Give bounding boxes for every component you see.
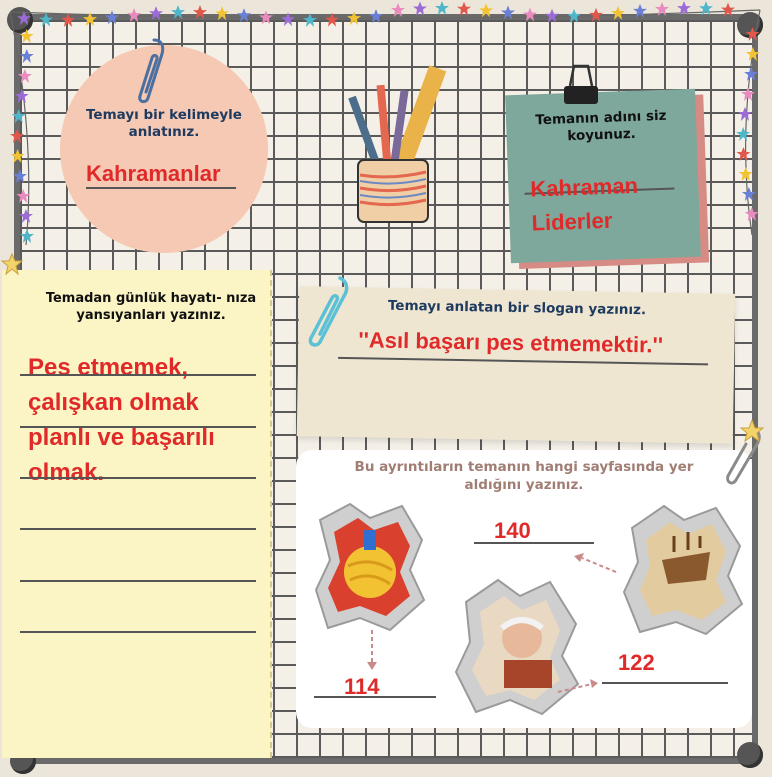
slogan-note-question: Temayı anlatan bir slogan yazınız.	[387, 297, 647, 319]
yellow-note-answer	[28, 350, 268, 490]
answer-line	[20, 426, 256, 428]
circle-note-question: Temayı bir kelimeyle anlatınız.	[86, 107, 242, 140]
teal-note-question: Temanın adını siz koyunuz.	[535, 107, 667, 145]
yellow-answer-line: planlı ve başarılı	[28, 424, 215, 451]
answer-line	[20, 580, 256, 582]
paperclip-icon	[134, 36, 168, 106]
arrows-icon	[296, 450, 752, 728]
star-icon	[677, 1, 691, 15]
teal-note-answer-line2: Liderler	[531, 207, 613, 236]
page-numbers-question: Bu ayrıntıların temanın hangi sayfasında yer aldığını yazınız.	[354, 459, 694, 493]
paperclip-icon	[306, 272, 350, 352]
yellow-note-question: Temadan günlük hayatı- nıza yansıyanları yazınız.	[45, 291, 257, 323]
star-icon	[435, 1, 449, 15]
yellow-note	[2, 270, 272, 758]
page-number-answer: 114	[344, 674, 380, 699]
answer-line	[20, 374, 256, 376]
answer-line	[20, 631, 256, 633]
slogan-note	[297, 286, 736, 444]
answer-line	[20, 477, 256, 479]
pencil-cup-icon	[340, 60, 450, 230]
teal-note	[505, 89, 701, 264]
slogan-note-answer: ''Asıl başarı pes etmemektir.''	[358, 327, 664, 358]
yellow-answer-line: Pes etmemek,	[28, 354, 189, 381]
corner-bolt-icon	[737, 742, 763, 768]
paperclip-icon	[722, 420, 766, 490]
circle-note-answer: Kahramanlar	[86, 161, 236, 189]
yellow-answer-line: çalışkan olmak	[28, 389, 199, 416]
page-numbers-card	[296, 450, 752, 728]
answer-line	[20, 528, 256, 530]
page-number-answer: 140	[494, 518, 531, 543]
corner-bolt-icon	[7, 7, 33, 33]
yellow-answer-line: olmak.	[28, 459, 105, 486]
teal-note-answer	[530, 169, 640, 241]
teal-note-answer-line1: Kahraman	[529, 172, 639, 202]
page-number-answer: 122	[618, 650, 655, 675]
binder-clip-icon	[560, 62, 602, 108]
corner-bolt-icon	[737, 12, 763, 38]
star-icon	[0, 252, 24, 276]
